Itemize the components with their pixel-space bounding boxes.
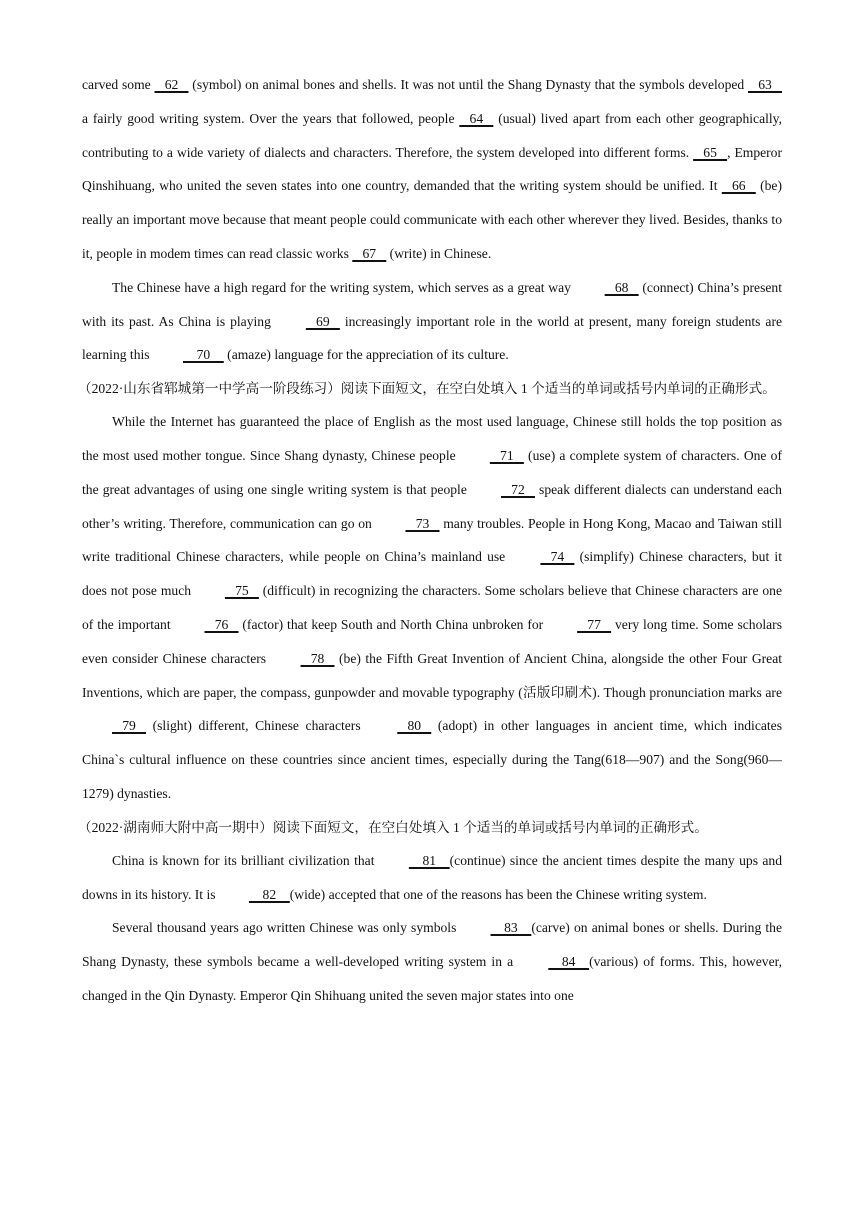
text-segment: carved some [82, 77, 155, 92]
answer-blank: 63 [748, 77, 783, 92]
text-segment: (carve) on animal bones or shells. During the Shang Dynasty, these symbols became a well-developed writing system in a [82, 920, 783, 970]
section-instruction [78, 811, 782, 844]
text-segment: (symbol) on animal bones and shells. It was not until the Shang Dynasty that the symbols developed [188, 77, 749, 92]
text-segment: (be) the Fifth Great Invention of Ancient China, alongside the other Four Great Inventions, which are paper, the compass, gunpowder and movable typography (活版印刷术). Though pronunciation marks are [82, 650, 783, 700]
text-segment: , Emperor Qinshihuang, who united the seven states into one country, demanded that the writing system should be unified. It [82, 144, 782, 194]
text-segment: （2022·湖南师大附中高一期中）阅读下面短文，在空白处填入 1 个适当的单词或括号内单词的正确形式。 [78, 819, 708, 835]
text-segment: While the Internet has guaranteed the place of English as the most used language, Chinese still holds the top position as the most used mother tongue. Since Shang dynasty, Chinese people [82, 414, 782, 463]
text-segment: speak different dialects can understand each other’s writing. Therefore, communication can go on [82, 481, 782, 531]
answer-blank: 71 [489, 447, 524, 463]
text-segment: Several thousand years ago written Chinese was only symbols [112, 920, 461, 936]
answer-blank: 75 [224, 583, 259, 599]
answer-blank: 81 [408, 852, 450, 868]
text-segment: (continue) since the ancient times despite the many ups and downs in its history. It is [82, 852, 782, 902]
answer-blank: 72 [500, 481, 535, 497]
answer-blank: 66 [721, 178, 756, 194]
text-segment: (usual) lived apart from each other geographically, contributing to a wide variety of dialects and characters. Therefore, the system developed into different forms. [82, 110, 782, 160]
passage-paragraph [82, 405, 782, 811]
answer-blank: 76 [204, 616, 239, 632]
text-segment: (adopt) in other languages in ancient time, which indicates China`s cultural influence on these countries since ancient times, especially during the Tang(618—907) and the Song(960—1279) dynasties. [82, 718, 782, 801]
text-segment: （2022·山东省郓城第一中学高一阶段练习）阅读下面短文，在空白处填入 1 个适当的单词或括号内单词的正确形式。 [78, 381, 776, 397]
text-segment: (use) a complete system of characters. One of the great advantages of using one single writing system is that people [82, 447, 782, 497]
text-segment: increasingly important role in the world at present, many foreign students are learning this [82, 313, 783, 363]
passage-paragraph [82, 271, 782, 372]
answer-blank: 84 [548, 954, 590, 970]
answer-blank: 70 [182, 347, 224, 363]
text-segment: many troubles. People in Hong Kong, Macao and Taiwan still write traditional Chinese characters, while people on China’s mainland use [82, 515, 782, 565]
answer-blank: 78 [300, 650, 335, 666]
passage-paragraph [82, 911, 782, 1012]
text-segment: (be) really an important move because that meant people could communicate with each other wherever they lived. Besides, thanks to it, people in modem times can read classic works [82, 178, 782, 261]
answer-blank: 67 [352, 245, 387, 261]
answer-blank: 80 [397, 718, 432, 734]
text-segment: (factor) that keep South and North China unbroken for [238, 616, 548, 632]
answer-blank: 73 [405, 515, 440, 531]
answer-blank: 74 [540, 549, 575, 565]
answer-blank: 82 [248, 886, 290, 902]
text-segment: The Chinese have a high regard for the writing system, which serves as a great way [112, 279, 575, 295]
text-segment: (various) of forms. This, however, changed in the Qin Dynasty. Emperor Qin Shihuang united the seven major states into one [82, 954, 782, 1003]
answer-blank: 79 [112, 718, 146, 734]
text-segment: (write) in Chinese. [386, 245, 492, 261]
text-segment: (simplify) Chinese characters, but it does not pose much [82, 549, 782, 599]
answer-blank: 68 [604, 279, 639, 295]
answer-blank: 62 [154, 77, 189, 92]
text-segment: China is known for its brilliant civilization that [112, 852, 379, 868]
text-segment: (difficult) in recognizing the characters. Some scholars believe that Chinese characters are one of the important [82, 583, 782, 632]
answer-blank: 77 [577, 616, 612, 632]
text-segment: (amaze) language for the appreciation of its culture. [223, 347, 509, 363]
text-segment: (slight) different, Chinese characters [145, 718, 368, 734]
passage-paragraph [82, 68, 782, 271]
text-segment: very long time. Some scholars even consider Chinese characters [82, 616, 782, 666]
answer-blank: 83 [490, 920, 532, 936]
text-segment: (connect) China’s present with its past. As China is playing [82, 279, 782, 329]
text-segment: a fairly good writing system. Over the years that followed, people [82, 110, 460, 126]
passage-paragraph [82, 844, 782, 912]
answer-blank: 64 [459, 110, 494, 126]
section-instruction [78, 372, 782, 405]
text-segment: (wide) accepted that one of the reasons has been the Chinese writing system. [289, 886, 707, 902]
answer-blank: 69 [305, 313, 340, 329]
answer-blank: 65 [693, 144, 728, 160]
